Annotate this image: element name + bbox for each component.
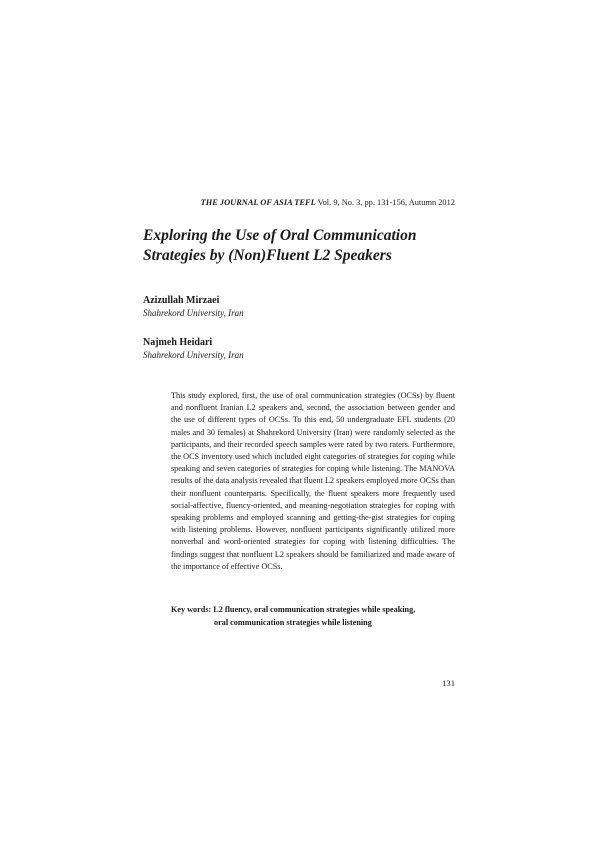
paper-title-line-1: Exploring the Use of Oral Communication bbox=[143, 227, 417, 244]
abstract: This study explored, first, the use of oral communication strategies (OCSs) by fluent and nonfluent Iranian L2 speakers and, second, the association between gender and the use of different types of OCSs. To this end, 50 undergraduate EFL students (20 males and 30 females) at Shahrekord University (Iran) were randomly selected as the participants, and their recorded speech samples were rated by two raters. Furthermore, the OCS inventory used which included eight categories of strategies for coping while speaking and seven categories of strategies for coping while listening. The MANOVA results of the data analysis revealed that fluent L2 speakers employed more OCSs than their nonfluent counterparts. Specifically, the fluent speakers more frequently used social-affective, fluency-oriented, and meaning-negotiation strategies for coping with speaking problems and employed scanning and getting-the-gist strategies for coping with listening problems. However, nonfluent participants significantly utilized more nonverbal and word-oriented strategies for coping with listening difficulties. The findings suggest that nonfluent L2 speakers should be familiarized and made aware of the importance of effective OCSs. bbox=[171, 391, 455, 571]
issue-info: Vol. 9, No. 3, pp. 131-156, Autumn 2012 bbox=[317, 198, 455, 207]
journal-name: THE JOURNAL OF ASIA TEFL bbox=[200, 198, 316, 207]
keywords bbox=[171, 604, 455, 629]
keywords-line-1: Key words: L2 fluency, oral communication strategies while speaking, bbox=[171, 605, 416, 614]
author-affiliation: Shahrekord University, Iran bbox=[143, 350, 244, 360]
author-affiliation: Shahrekord University, Iran bbox=[143, 308, 244, 318]
paper-title-line-2: Strategies by (Non)Fluent L2 Speakers bbox=[143, 247, 392, 264]
author-name: Najmeh Heidari bbox=[143, 337, 213, 348]
author-block-1 bbox=[143, 294, 403, 320]
keywords-line-2: oral communication strategies while listening bbox=[214, 617, 372, 627]
paper-title bbox=[143, 226, 473, 266]
author-block-2 bbox=[143, 336, 403, 362]
page-number: 131 bbox=[442, 678, 455, 688]
author-name: Azizullah Mirzaei bbox=[143, 295, 220, 306]
running-head bbox=[143, 198, 455, 207]
